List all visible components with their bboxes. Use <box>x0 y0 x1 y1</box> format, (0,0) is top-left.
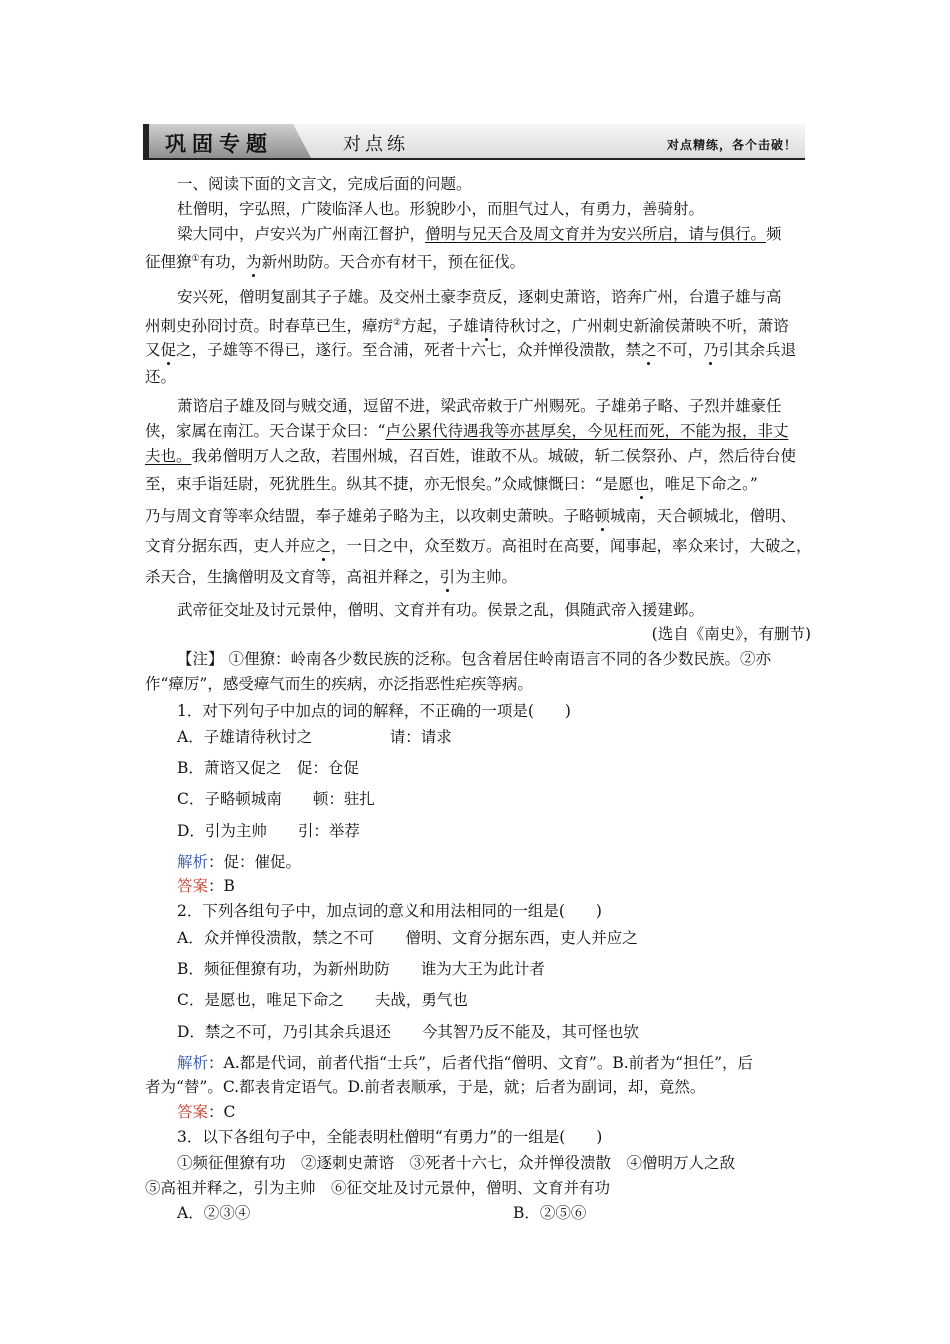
text-span: 又 <box>145 341 161 359</box>
analysis-label: 解析 <box>177 853 209 871</box>
q2-option-a: A．众并惮役溃散，禁之不可 僧明、文育分据东西，吏人并应之 <box>177 929 638 947</box>
footnote-mark: ① <box>191 254 200 264</box>
text-span: ：促：催促。 <box>208 853 302 871</box>
passage-paragraph-3-line-3 <box>145 340 811 360</box>
text-span: 州刺史孙冏讨贲。时春草已生，瘴疠 <box>145 317 394 336</box>
answer-label: 答案 <box>177 1103 209 1121</box>
q3-items-line-1: ①频征俚獠有功 ②逐刺史萧谘 ③死者十六七，众并惮役溃散 ④僧明万人之敌 <box>177 1154 736 1172</box>
text-span: 城南，天合顿城北，僧明、 <box>610 507 797 525</box>
q3-option-a: A．②③④ <box>177 1204 251 1222</box>
text-span: 至，束手诣廷尉，死犹胜生。纵其不捷，亦无恨矣。”众咸慷慨曰：“是愿 <box>145 475 634 493</box>
dotted-word: 为 <box>246 253 262 272</box>
q3-stem: 3．以下各组句子中，全能表明杜僧明“有勇力”的一组是( ) <box>177 1128 603 1146</box>
dotted-word: 引 <box>439 568 456 586</box>
underlined-sentence: 卢公累代待遇我等亦甚厚矣，今见枉而死，不能为报，非丈 <box>385 422 789 440</box>
text-span: ：A.都是代词，前者代指“士兵”，后者代指“僧明、文育”。B.前者为“担任”，后 <box>208 1054 754 1072</box>
q1-option-a: A．子雄请待秋讨之 请：请求 <box>177 728 452 746</box>
q3-options <box>145 1203 811 1223</box>
passage-paragraph-4-line-5 <box>145 506 811 526</box>
q1-stem: 1．对下列句子中加点的词的解释，不正确的一项是( ) <box>177 702 571 720</box>
q2-option-b: B．频征俚獠有功，为新州助防 谁为大王为此计者 <box>177 960 545 978</box>
passage-paragraph-3: 安兴死，僧明复副其子子雄。及交州土豪李贲反，逐刺史萧谘，谘奔广州，台遣子雄与高 <box>177 288 782 306</box>
text-span: 文育分据东西，吏人并应 <box>145 537 316 555</box>
dotted-word: 之 <box>315 537 332 555</box>
passage-paragraph-1: 杜僧明，字弘照，广陵临泽人也。形貌眇小，而胆气过人，有勇力，善骑射。 <box>177 200 705 218</box>
q1-option-d: D．引为主帅 引：举荐 <box>177 822 360 840</box>
text-span: 为主帅。 <box>455 568 518 586</box>
banner-motto: 对点精练，各个击破！ <box>666 138 797 152</box>
dotted-word: 请 <box>478 317 495 336</box>
notes-label: 【注】 <box>177 650 224 668</box>
q3-option-b: B．②⑤⑥ <box>513 1204 587 1222</box>
text-span: 待秋讨之，广州刺史新渝侯萧映不听，萧谘 <box>494 317 789 336</box>
passage-intro: 一、阅读下面的文言文，完成后面的问题。 <box>177 175 472 193</box>
q2-analysis-cont: 者为“替”。C.都表肯定语气。D.前者表顺承，于是，就；后者为副词，却，竟然。 <box>145 1078 706 1096</box>
text-span: 杀天合，生擒僧明及文育等，高祖并释之， <box>145 568 440 586</box>
passage-paragraph-2 <box>145 224 811 244</box>
underlined-sentence: 僧明与兄天合及周文育并为安兴所启，请与俱行。 <box>425 225 767 243</box>
q2-answer <box>145 1102 811 1122</box>
passage-source: (选自《南史》，有删节) <box>651 625 811 643</box>
banner-subtitle: 对点练 <box>343 134 409 155</box>
text-span: 乃与周文育等率众结盟，奉子雄弟子略为主，以攻刺史萧映。子略 <box>145 507 595 525</box>
text-span: 不可， <box>656 341 704 359</box>
passage-paragraph-2-cont <box>145 249 811 272</box>
text-span: ①俚獠：岭南各少数民族的泛称。包含着居住岭南语言不同的各少数民族。②亦 <box>228 650 771 668</box>
dotted-word: 之 <box>641 341 657 359</box>
banner-tag-text: 巩固专题 <box>165 132 273 156</box>
notes-line-2: 作“瘴厉”，感受瘴气而生的疾病，亦泛指恶性疟疾等病。 <box>145 675 533 693</box>
passage-paragraph-4-line-2 <box>145 421 811 441</box>
q2-option-c: C．是愿也，唯足下命之 夫战，勇气也 <box>177 991 468 1009</box>
dotted-word: 促 <box>160 341 177 359</box>
text-span: 梁大同中，卢安兴为广州南江督护， <box>177 225 426 243</box>
text-span: ：C <box>208 1103 236 1121</box>
dotted-word: 顿 <box>594 507 611 525</box>
q1-option-c: C．子略顿城南 顿：驻扎 <box>177 790 375 808</box>
passage-paragraph-3-line-4: 还。 <box>145 368 177 386</box>
text-span: 频 <box>766 225 782 243</box>
passage-paragraph-4: 萧谘启子雄及冏与贼交通，逗留不进，梁武帝敕于广州赐死。子雄弟子略、子烈并雄豪任 <box>177 397 782 415</box>
text-span: ，一日之中，众至数万。高祖时在高要，闻事起，率众来讨，大破之， <box>331 537 812 555</box>
text-span: 侠，家属在南江。天合谋于众曰：“ <box>145 422 386 440</box>
q1-answer <box>145 876 811 896</box>
dotted-word: 也 <box>633 475 650 493</box>
q1-option-b: B．萧谘又促之 促：仓促 <box>177 759 359 777</box>
text-span: 方起，子雄 <box>401 317 479 336</box>
q2-analysis <box>145 1053 811 1073</box>
q3-items-line-2: ⑤高祖并释之，引为主帅 ⑥征交址及讨元景仲，僧明、文育并有功 <box>145 1179 611 1197</box>
text-span: 之，子雄等不得已，遂行。至合浦，死者十六七，众并惮役溃散，禁 <box>176 341 642 359</box>
q2-stem: 2．下列各组句子中，加点词的意义和用法相同的一组是( ) <box>177 902 602 920</box>
passage-paragraph-4-line-7 <box>145 567 811 587</box>
answer-label: 答案 <box>177 877 209 895</box>
text-span: 我弟僧明万人之敌，若围州城，召百姓，谁敢不从。城破，斩二侯祭孙、卢，然后待台使 <box>191 447 797 465</box>
section-banner <box>143 124 805 158</box>
notes-line-1 <box>145 649 811 669</box>
q2-option-d: D．禁之不可，乃引其余兵退还 今其智乃反不能及，其可怪也欤 <box>177 1023 639 1041</box>
dotted-word: 乃 <box>703 341 719 359</box>
footnote-mark: ② <box>393 318 402 328</box>
passage-paragraph-4-line-3 <box>145 446 811 466</box>
text-span: 引其余兵退 <box>718 341 797 359</box>
passage-paragraph-4-line-4 <box>145 474 811 494</box>
text-span: 有功， <box>199 253 247 272</box>
passage-paragraph-4-line-6 <box>145 536 811 556</box>
passage-paragraph-3-line-2 <box>145 313 811 336</box>
text-span: 征俚獠 <box>145 253 192 272</box>
passage-paragraph-5: 武帝征交址及讨元景仲，僧明、文育并有功。侯景之乱，俱随武帝入援建邺。 <box>177 601 705 619</box>
analysis-label: 解析 <box>177 1054 209 1072</box>
text-span: ：B <box>208 877 235 895</box>
text-span: ，唯足下命之。” <box>649 475 758 493</box>
underlined-sentence: 夫也。 <box>145 447 192 465</box>
text-span: 新州助防。天合亦有材干，预在征伐。 <box>261 253 526 272</box>
q1-analysis <box>145 852 811 872</box>
